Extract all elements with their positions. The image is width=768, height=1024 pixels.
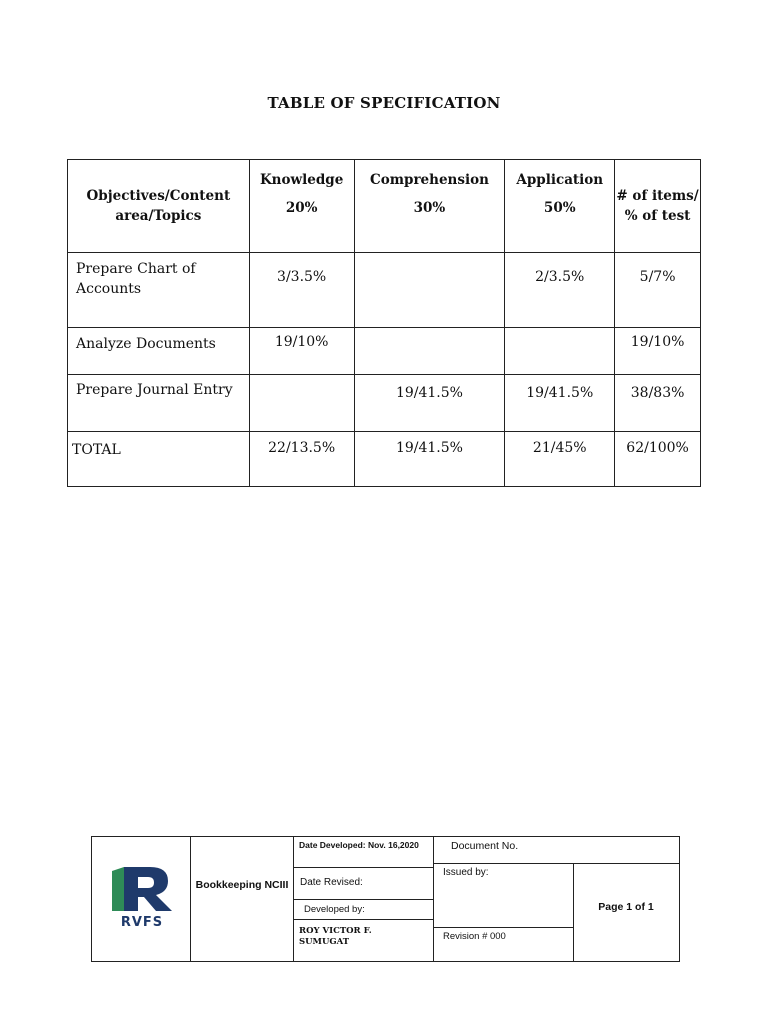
- issued-by: Issued by:: [443, 867, 489, 878]
- date-developed: Date Developed: Nov. 16,2020: [299, 840, 419, 850]
- header-application-label: Application: [516, 172, 604, 188]
- header-objectives: [68, 160, 250, 253]
- document-number: Document No.: [451, 840, 519, 852]
- row-topic: Analyze Documents: [68, 328, 250, 375]
- header-items-label: # of items/ % of test: [616, 188, 699, 224]
- row-items: 19/10%: [615, 328, 701, 375]
- footer-divider: [433, 927, 573, 928]
- developed-by: Developed by:: [304, 904, 365, 915]
- logo-icon: [102, 865, 182, 915]
- footer-divider: [293, 867, 433, 868]
- row-items: 5/7%: [615, 253, 701, 328]
- row-knowledge: [249, 375, 354, 432]
- row-comprehension: [354, 328, 505, 375]
- page-title: TABLE OF SPECIFICATION: [267, 94, 501, 112]
- footer-divider: [433, 863, 679, 864]
- header-knowledge-pct: 20%: [285, 200, 318, 216]
- row-application: [505, 328, 615, 375]
- revision-number: Revision # 000: [443, 931, 506, 942]
- header-knowledge: [249, 160, 354, 253]
- header-comprehension-pct: 30%: [413, 200, 446, 216]
- row-application: 2/3.5%: [505, 253, 615, 328]
- table-row: [68, 375, 701, 432]
- header-application: [505, 160, 615, 253]
- row-topic: Prepare Chart of Accounts: [68, 253, 250, 328]
- header-items: [615, 160, 701, 253]
- header-comprehension-label: Comprehension: [369, 172, 489, 188]
- row-application: 19/41.5%: [505, 375, 615, 432]
- row-comprehension: 19/41.5%: [354, 432, 505, 487]
- footer-divider: [433, 837, 434, 961]
- header-objectives-label: Objectives/Content area/Topics: [86, 188, 231, 224]
- course-name: Bookkeeping NCIII: [195, 879, 289, 891]
- table-row: [68, 328, 701, 375]
- table-header-row: [68, 160, 701, 253]
- rvfs-logo: [102, 865, 182, 935]
- footer-divider: [293, 899, 433, 900]
- row-comprehension: [354, 253, 505, 328]
- table-row: [68, 253, 701, 328]
- row-knowledge: 22/13.5%: [249, 432, 354, 487]
- row-items: 62/100%: [615, 432, 701, 487]
- specification-table: [67, 159, 701, 487]
- document-footer: [91, 836, 680, 962]
- logo-text: RVFS: [120, 915, 164, 930]
- header-knowledge-label: Knowledge: [259, 172, 344, 188]
- header-comprehension: [354, 160, 505, 253]
- developer-name: ROY VICTOR F. SUMUGAT: [299, 926, 372, 947]
- row-application: 21/45%: [505, 432, 615, 487]
- row-items: 38/83%: [615, 375, 701, 432]
- footer-divider: [190, 837, 191, 961]
- header-application-pct: 50%: [543, 200, 576, 216]
- row-comprehension: 19/41.5%: [354, 375, 505, 432]
- page-number: Page 1 of 1: [598, 901, 654, 913]
- date-revised: Date Revised:: [300, 877, 363, 888]
- row-topic: Prepare Journal Entry: [68, 375, 250, 432]
- row-topic: TOTAL: [68, 432, 250, 487]
- footer-divider: [293, 919, 433, 920]
- row-knowledge: 19/10%: [249, 328, 354, 375]
- table-total-row: [68, 432, 701, 487]
- row-knowledge: 3/3.5%: [249, 253, 354, 328]
